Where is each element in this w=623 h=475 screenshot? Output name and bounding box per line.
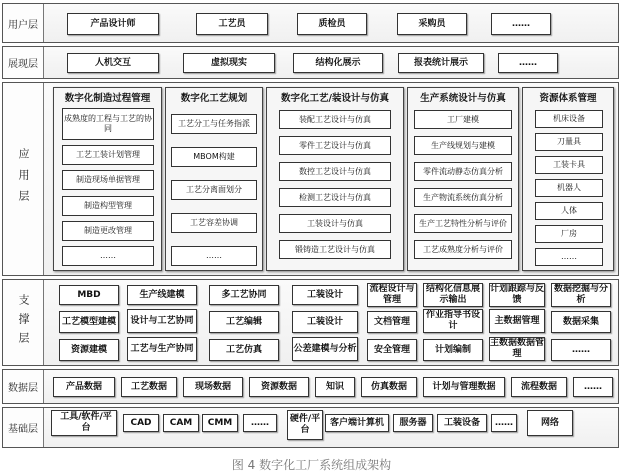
support-box: 多工艺协同: [209, 285, 279, 305]
presentation-box: 虚拟现实: [183, 53, 275, 73]
panel-resource-management: [522, 87, 614, 271]
panel-title: 生产系统设计与仿真: [420, 93, 506, 104]
user-role-box: 质检员: [297, 13, 367, 35]
panel-item: 厂房: [535, 225, 603, 243]
panel-item: 工艺容差协调: [171, 213, 257, 233]
panel-item: 数控工艺设计与仿真: [279, 162, 391, 181]
hardware-label-box: 硬件/平台: [287, 410, 323, 440]
panel-item: 制造构型管理: [62, 196, 154, 216]
figure-caption: 图 4 数字化工厂系统组成架构: [231, 458, 392, 472]
support-box: 设计与工艺协同: [127, 309, 197, 333]
tools-label-box: 工具/软件/平台: [51, 410, 117, 436]
panel-item: ……: [171, 246, 257, 266]
support-box: 主数据管理: [489, 309, 545, 333]
user-role-box: 采购员: [397, 13, 467, 35]
presentation-box: ……: [498, 53, 558, 73]
panel-item: 检测工艺设计与仿真: [279, 188, 391, 207]
layer-label-support: 支撑层: [3, 280, 44, 365]
support-box: 工装设计: [292, 285, 358, 305]
panel-item: 工装设计与仿真: [279, 214, 391, 233]
support-layer: [2, 279, 619, 366]
tool-box: CMM: [202, 414, 238, 432]
data-box: 流程数据: [511, 377, 567, 397]
panel-manufacturing-process: [53, 87, 162, 271]
support-box: 工艺编辑: [209, 311, 279, 333]
layer-label-user: 用户层: [3, 4, 44, 42]
support-box: 数据采集: [551, 311, 611, 333]
panel-item: 装配工艺设计与仿真: [279, 110, 391, 129]
panel-process-design-simulation: [266, 87, 404, 271]
support-box: 主数据数据管理: [490, 338, 545, 359]
data-box: 知识: [315, 377, 355, 397]
panel-item: 制造更改管理: [62, 221, 154, 241]
panel-item: 工艺成熟度分析与评价: [414, 240, 512, 259]
panel-item: 生产线规划与建模: [414, 136, 512, 155]
support-box: 工装设计: [292, 311, 358, 333]
panel-item: 人体: [535, 202, 603, 220]
user-layer: [2, 3, 619, 43]
panel-item: 零件流动静态仿真分析: [414, 162, 512, 181]
support-box: 工艺仿真: [209, 339, 279, 361]
support-box: 安全管理: [367, 339, 417, 361]
support-box: 流程设计与管理: [367, 283, 417, 307]
layer-label-application: 应用层: [3, 83, 44, 275]
support-box: 数据挖掘与分析: [551, 283, 611, 307]
support-box: 工艺模型建模: [59, 311, 119, 333]
tool-box: CAD: [123, 414, 159, 432]
panel-item: 工艺分工与任务指派: [171, 114, 257, 134]
panel-production-system-design: [407, 87, 519, 271]
hardware-box: 服务器: [393, 414, 433, 432]
panel-title: 数字化工艺/装设计与仿真: [281, 93, 389, 104]
data-box: 资源数据: [249, 377, 309, 397]
data-box: 工艺数据: [121, 377, 177, 397]
panel-item: 生产工艺特性分析与评价: [414, 214, 512, 233]
panel-item: MBOM构建: [171, 147, 257, 167]
hardware-box: 工装设备: [437, 414, 487, 432]
panel-item: 零件工艺设计与仿真: [279, 136, 391, 155]
panel-title: 资源体系管理: [539, 93, 597, 104]
user-role-box: 工艺员: [196, 13, 268, 35]
presentation-layer: [2, 46, 619, 79]
panel-item: 锻铸造工艺设计与仿真: [279, 240, 391, 259]
data-box: 现场数据: [183, 377, 243, 397]
user-role-box: ……: [491, 13, 551, 35]
hardware-box: ……: [491, 414, 517, 432]
data-box: 计划与管理数据: [423, 377, 505, 397]
panel-item: 制造现场单据管理: [62, 170, 154, 190]
panel-item: 工艺工装计划管理: [62, 145, 154, 165]
panel-item: ……: [535, 248, 603, 266]
support-box: 文档管理: [367, 311, 417, 333]
panel-title: 数字化工艺规划: [180, 93, 248, 104]
data-box: 仿真数据: [361, 377, 417, 397]
support-box: 公差建模与分析: [292, 337, 358, 361]
data-layer: [2, 369, 619, 404]
panel-title: 数字化制造过程管理: [64, 93, 151, 104]
panel-item: 刀量具: [535, 133, 603, 151]
presentation-box: 报表统计展示: [398, 53, 484, 73]
tool-box: ……: [243, 414, 277, 432]
support-box: 计划跟踪与反馈: [490, 284, 545, 305]
presentation-box: 人机交互: [67, 53, 159, 73]
panel-item: 生产物流系统仿真分析: [414, 188, 512, 207]
presentation-box: 结构化展示: [293, 53, 383, 73]
panel-item: 机床设备: [535, 110, 603, 128]
support-box: 生产线建模: [127, 285, 197, 305]
panel-process-planning: [165, 87, 263, 271]
panel-item: 机器人: [535, 179, 603, 197]
support-box: 计划编制: [423, 339, 483, 361]
support-box: 工艺与生产协同: [127, 337, 197, 361]
layer-label-presentation: 展现层: [3, 47, 44, 78]
panel-item: 工装卡具: [535, 156, 603, 174]
tool-box: CAM: [163, 414, 199, 432]
data-box: 产品数据: [53, 377, 115, 397]
panel-item: 工艺分离面划分: [171, 180, 257, 200]
support-box: 作业指导书设计: [423, 309, 483, 333]
support-box: MBD: [59, 285, 119, 305]
panel-item: 成熟度的工程与工艺的协同: [62, 108, 154, 140]
support-box: 资源建模: [59, 339, 119, 361]
layer-label-base: 基础层: [3, 408, 44, 447]
support-box: 结构化信息展示输出: [423, 283, 483, 307]
support-box: ……: [551, 339, 611, 361]
base-layer: [2, 407, 619, 448]
application-layer: [2, 82, 619, 276]
layer-label-data: 数据层: [3, 370, 44, 403]
panel-item: 工厂建模: [414, 110, 512, 129]
hardware-box: 客户端计算机: [325, 414, 389, 432]
user-role-box: 产品设计师: [67, 13, 159, 35]
data-box: ……: [573, 377, 613, 397]
panel-item: ……: [62, 246, 154, 266]
network-box: 网络: [527, 410, 573, 436]
